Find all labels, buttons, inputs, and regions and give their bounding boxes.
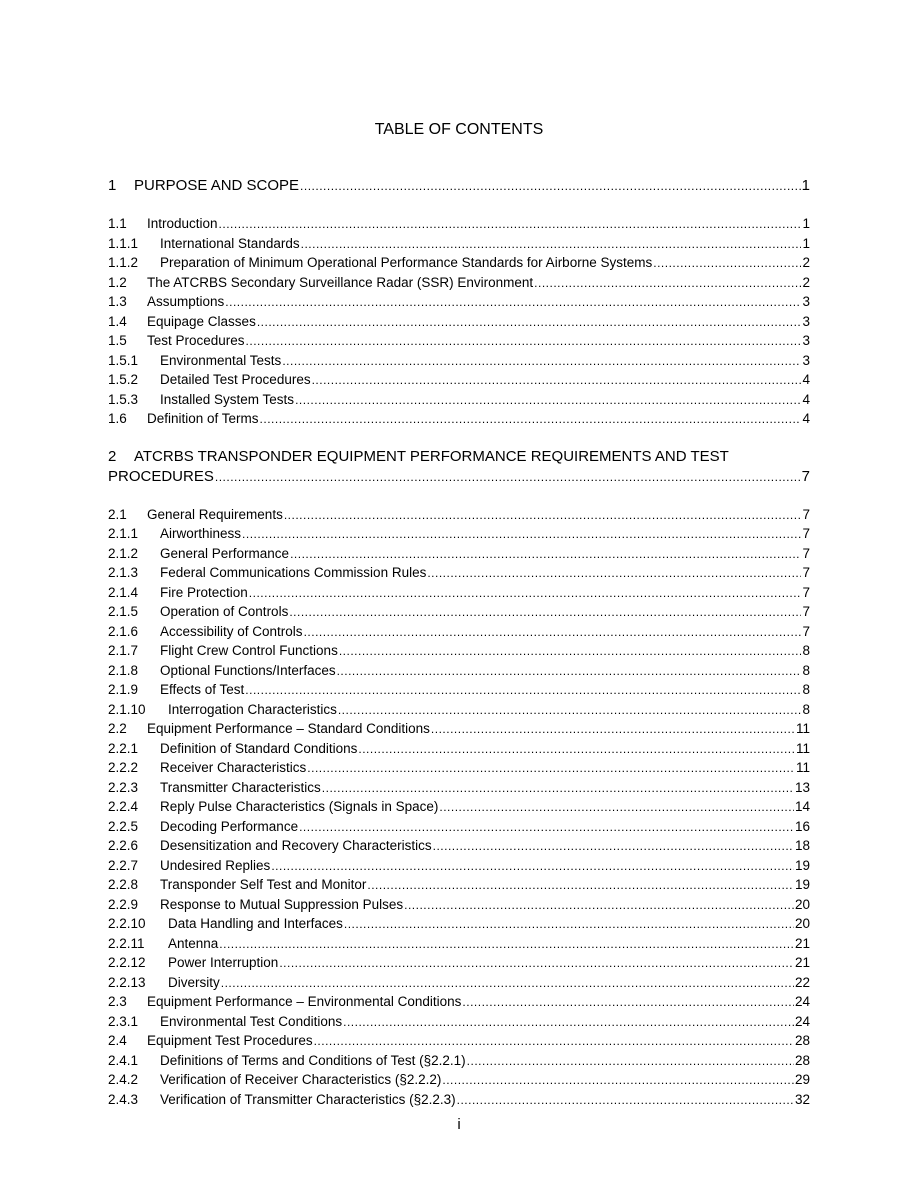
dot-leader [462, 993, 794, 1013]
toc-entry-title: Reply Pulse Characteristics (Signals in Space) [160, 799, 439, 814]
toc-page-number: 11 [795, 760, 810, 775]
toc-page-number: 24 [794, 1013, 810, 1029]
toc-entry-title: Equipment Test Procedures [147, 1033, 313, 1048]
toc-page-number: 7 [802, 545, 810, 561]
dot-leader [271, 857, 794, 877]
dot-leader [312, 371, 802, 391]
toc-entry[interactable] [108, 1090, 810, 1110]
toc-page-number: 8 [802, 682, 810, 697]
toc-entry[interactable] [108, 253, 810, 273]
toc-chapter-title: ATCRBS TRANSPONDER EQUIPMENT PERFORMANCE REQUIREMENTS AND TEST [134, 447, 729, 465]
toc-entry[interactable] [108, 856, 810, 876]
toc-entry-title: Detailed Test Procedures [160, 372, 311, 387]
toc-chapter-number: 2 [108, 447, 117, 465]
footer-page-number: i [457, 1116, 461, 1133]
toc-entry-title: Diversity [168, 974, 220, 990]
toc-entry-number: 2.1.10 [108, 701, 146, 717]
toc-entry-title: Equipage Classes [147, 313, 256, 329]
toc-entry-title: Definition of Terms [147, 411, 259, 426]
toc-entry-title: Response to Mutual Suppression Pulses [160, 896, 404, 912]
toc-entry[interactable] [108, 273, 810, 293]
toc-entry[interactable] [108, 895, 810, 915]
toc-page-number: 21 [794, 935, 810, 951]
toc-entry[interactable] [108, 292, 810, 312]
toc-entry-title: Federal Communications Commission Rules [160, 565, 427, 580]
toc-entry-title: Introduction [147, 216, 218, 231]
toc-entry[interactable] [108, 234, 810, 254]
toc-entry[interactable] [108, 409, 810, 429]
dot-leader [304, 623, 802, 643]
toc-entry-number: 2.1.1 [108, 526, 139, 541]
toc-entry-title: Assumptions [147, 294, 225, 309]
toc-page-number: 8 [802, 662, 810, 678]
dot-leader [358, 740, 795, 760]
toc-page-number: 2 [802, 255, 810, 270]
toc-page-number: 1 [802, 235, 810, 251]
toc-entry-title: Antenna [168, 935, 219, 951]
toc-page-number: 19 [794, 877, 810, 892]
toc-page-number: 28 [794, 1052, 810, 1068]
toc-entry-title: Verification of Receiver Characteristics (§2.2.2) [160, 1072, 442, 1087]
toc-entry-number: 1.5.1 [108, 352, 139, 368]
dot-leader [457, 1091, 794, 1111]
toc-entry-number: 2.1.4 [108, 584, 139, 600]
toc-entry-number: 2.2.13 [108, 974, 146, 990]
toc-page-number: 19 [794, 857, 810, 873]
dot-leader [439, 798, 794, 818]
toc-page-number: 18 [794, 838, 810, 853]
dot-leader [282, 352, 801, 372]
toc-entry-number: 1.5.3 [108, 391, 139, 407]
toc-entry[interactable] [108, 524, 810, 544]
toc-page-number: 4 [802, 411, 810, 426]
toc-page-number: 4 [802, 372, 810, 387]
toc-entry[interactable] [108, 817, 810, 837]
toc-entry-number: 1.1.2 [108, 255, 139, 270]
toc-entry-number: 2.2.7 [108, 857, 139, 873]
dot-leader [225, 293, 801, 313]
toc-entry-title: Receiver Characteristics [160, 760, 307, 775]
dot-leader [221, 974, 794, 994]
toc-page-number: 2 [802, 274, 810, 290]
toc-entry[interactable] [108, 1012, 810, 1032]
toc-entry-title: Definition of Standard Conditions [160, 740, 358, 756]
dot-leader [467, 1052, 794, 1072]
dot-leader [257, 313, 802, 333]
dot-leader [322, 779, 794, 799]
toc-entry-title: Transmitter Characteristics [160, 779, 321, 795]
toc-entry-number: 2.1.6 [108, 623, 139, 639]
toc-entry[interactable] [108, 214, 810, 234]
toc-page-number: 29 [794, 1072, 810, 1087]
dot-leader [279, 954, 794, 974]
toc-entry-title: Flight Crew Control Functions [160, 643, 338, 658]
toc-entry-number: 2.1.7 [108, 643, 139, 658]
toc-page-number: 7 [802, 623, 810, 639]
toc-chapter-2-line-1 [108, 447, 810, 467]
toc-page-number: 20 [794, 896, 810, 912]
toc-entry[interactable] [108, 602, 810, 622]
toc-part-2 [108, 505, 810, 1110]
dot-leader [289, 603, 801, 623]
toc-entry-title: Preparation of Minimum Operational Performance Standards for Airborne Systems [160, 255, 653, 270]
toc-entry-title: International Standards [160, 235, 300, 251]
toc-entry-number: 1.5 [108, 333, 127, 348]
toc-entry-number: 1.3 [108, 294, 127, 309]
dot-leader [343, 1013, 794, 1033]
toc-entry-title: PURPOSE AND SCOPE [134, 177, 300, 194]
dot-leader [404, 896, 794, 916]
toc-entry[interactable] [108, 563, 810, 583]
dot-leader [307, 759, 795, 779]
toc-page-number: 21 [794, 955, 810, 970]
toc-page-number: 3 [802, 352, 810, 368]
toc-entry-number: 2.2.6 [108, 838, 139, 853]
toc-entry-number: 2.3.1 [108, 1013, 139, 1029]
toc-entry-number: 1 [108, 177, 117, 194]
toc-entry-number: 2.1.9 [108, 682, 139, 697]
dot-leader [242, 525, 801, 545]
toc-part-1 [108, 176, 810, 429]
dot-leader [367, 876, 794, 896]
toc-entry-number: 1.5.2 [108, 372, 139, 387]
toc-page-number: 13 [794, 779, 810, 795]
toc-chapter-2-line-2 [108, 467, 810, 487]
dot-leader [290, 545, 801, 565]
dot-leader [344, 915, 794, 935]
toc-entry-number: 2.1 [108, 506, 127, 522]
toc-page-number: 1 [802, 216, 810, 231]
dot-leader [284, 506, 802, 526]
toc-entry-number: 2.4.1 [108, 1052, 139, 1068]
toc-entry-number: 2.2.8 [108, 877, 139, 892]
toc-entry-title: Fire Protection [160, 584, 248, 600]
toc-entry[interactable] [108, 680, 810, 700]
toc-entry-number: 2.4.3 [108, 1091, 139, 1107]
toc-entry[interactable] [108, 544, 810, 564]
toc-entry[interactable] [108, 836, 810, 856]
toc-entry-title: Effects of Test [160, 682, 245, 697]
toc-entry-title: General Requirements [147, 506, 283, 522]
toc-entry-number: 2.1.5 [108, 604, 139, 619]
toc-entry[interactable] [108, 370, 810, 390]
toc-entry-number: 2.3 [108, 994, 127, 1009]
toc-entry-number: 1.2 [108, 274, 127, 290]
toc-page-number: 8 [802, 701, 810, 717]
toc-page-number: 20 [794, 916, 810, 931]
toc-entry-title: Installed System Tests [160, 391, 295, 407]
toc-entry-title: The ATCRBS Secondary Surveillance Radar (SSR) Environment [147, 274, 534, 290]
toc-entry[interactable] [108, 505, 810, 525]
toc-entry[interactable] [108, 700, 810, 720]
dot-leader [295, 391, 801, 411]
toc-entry-title: Environmental Tests [160, 352, 282, 368]
dot-leader [433, 837, 794, 857]
dot-leader [246, 332, 802, 352]
toc-entry-number: 2.2 [108, 721, 127, 736]
toc-entry[interactable] [108, 390, 810, 410]
toc-entry-title: Test Procedures [147, 333, 245, 348]
toc-entry-number: 2.1.3 [108, 565, 139, 580]
toc-entry-title: Data Handling and Interfaces [168, 916, 343, 931]
toc-entry[interactable] [108, 1051, 810, 1071]
toc-entry-number: 2.4.2 [108, 1072, 139, 1087]
toc-chapter-title-continued: PROCEDURES [108, 467, 214, 485]
toc-page-number: 7 [802, 565, 810, 580]
toc-entry[interactable] [108, 1031, 810, 1051]
toc-entry-title: Interrogation Characteristics [168, 701, 337, 717]
toc-page-number: 11 [795, 740, 810, 756]
dot-leader [339, 642, 802, 662]
toc-entry[interactable] [108, 1070, 810, 1090]
toc-entry[interactable] [108, 719, 810, 739]
toc-entry-number: 2.2.11 [108, 935, 145, 951]
toc-page-number: 3 [802, 294, 810, 309]
toc-entry[interactable] [108, 934, 810, 954]
toc-entry-title: Definitions of Terms and Conditions of Test (§2.2.1) [160, 1052, 466, 1068]
toc-entry-number: 1.4 [108, 313, 127, 329]
toc-entry[interactable] [108, 622, 810, 642]
toc-page-number: 3 [802, 333, 810, 348]
toc-page-number: 16 [794, 818, 810, 834]
dot-leader [260, 410, 802, 430]
toc-page-number: 8 [802, 643, 810, 658]
dot-leader [219, 935, 794, 955]
toc-page-number: 4 [802, 391, 810, 407]
toc-entry[interactable] [108, 914, 810, 934]
toc-entry[interactable] [108, 739, 810, 759]
dot-leader [219, 215, 802, 235]
toc-entry[interactable] [108, 661, 810, 681]
toc-page-number: 3 [802, 313, 810, 329]
toc-page-number: 1 [801, 177, 810, 194]
dot-leader [249, 584, 802, 604]
toc-entry-title: Environmental Test Conditions [160, 1013, 343, 1029]
toc-entry-title: Accessibility of Controls [160, 623, 303, 639]
toc-entry-title: Operation of Controls [160, 604, 289, 619]
toc-entry-number: 2.2.2 [108, 760, 139, 775]
toc-entry-title: Power Interruption [168, 955, 279, 970]
toc-entry[interactable] [108, 758, 810, 778]
dot-leader [300, 176, 801, 196]
dot-leader [534, 274, 801, 294]
toc-entry-number: 1.1 [108, 216, 127, 231]
dot-leader [314, 1032, 794, 1052]
dot-leader [245, 681, 801, 701]
toc-entry[interactable] [108, 331, 810, 351]
toc-entry[interactable] [108, 583, 810, 603]
toc-entry-title: Desensitization and Recovery Characteristics [160, 838, 432, 853]
toc-entry-title: Equipment Performance – Standard Conditions [147, 721, 430, 736]
toc-page-number: 32 [794, 1091, 810, 1107]
toc-entry[interactable] [108, 797, 810, 817]
toc-page-number: 7 [802, 526, 810, 541]
toc-page-number: 14 [794, 799, 810, 814]
toc-page-number: 7 [802, 506, 810, 522]
toc-entry-title: General Performance [160, 545, 290, 561]
toc-entry[interactable] [108, 973, 810, 993]
toc-entry-number: 1.1.1 [108, 235, 139, 251]
dot-leader [215, 467, 801, 487]
toc-page-number: 11 [795, 721, 810, 736]
toc-page-number: 24 [794, 994, 810, 1009]
dot-leader [337, 662, 802, 682]
toc-entry-title: Verification of Transmitter Characteristics (§2.2.3) [160, 1091, 456, 1107]
toc-entry-title: Airworthiness [160, 526, 242, 541]
toc-page-number: 22 [794, 974, 810, 990]
dot-leader [301, 235, 802, 255]
toc-entry-title: Transponder Self Test and Monitor [160, 877, 367, 892]
toc-entry-number: 2.2.9 [108, 896, 139, 912]
toc-entry[interactable] [108, 176, 810, 196]
dot-leader [427, 564, 801, 584]
toc-entry-title: Equipment Performance – Environmental Conditions [147, 994, 462, 1009]
toc-entry-number: 2.2.4 [108, 799, 139, 814]
toc-entry-title: Undesired Replies [160, 857, 271, 873]
toc-entry[interactable] [108, 992, 810, 1012]
dot-leader [299, 818, 794, 838]
toc-page-number: 7 [802, 584, 810, 600]
toc-page-number: 28 [794, 1033, 810, 1048]
toc-entry-number: 2.2.5 [108, 818, 139, 834]
toc-entry-number: 2.2.1 [108, 740, 139, 756]
toc-entry[interactable] [108, 875, 810, 895]
toc-chapter-2[interactable] [108, 447, 810, 487]
toc-entry[interactable] [108, 312, 810, 332]
toc-entry-number: 2.2.3 [108, 779, 139, 795]
page-title: TABLE OF CONTENTS [374, 121, 544, 138]
toc-entry-title: Optional Functions/Interfaces [160, 662, 336, 678]
toc-entry-number: 1.6 [108, 411, 127, 426]
toc-page-number: 7 [801, 467, 810, 485]
dot-leader [338, 701, 802, 721]
toc-entry-title: Decoding Performance [160, 818, 299, 834]
toc-page-number: 7 [802, 604, 810, 619]
dot-leader [653, 254, 801, 274]
toc-entry[interactable] [108, 641, 810, 661]
toc-entry-number: 2.4 [108, 1033, 127, 1048]
toc-entry-number: 2.1.2 [108, 545, 139, 561]
table-of-contents [108, 176, 810, 1109]
dot-leader [442, 1071, 794, 1091]
toc-entry-number: 2.2.10 [108, 916, 146, 931]
toc-entry-number: 2.2.12 [108, 955, 146, 970]
dot-leader [431, 720, 795, 740]
toc-entry[interactable] [108, 351, 810, 371]
toc-entry-number: 2.1.8 [108, 662, 139, 678]
toc-entry[interactable] [108, 953, 810, 973]
toc-entry[interactable] [108, 778, 810, 798]
